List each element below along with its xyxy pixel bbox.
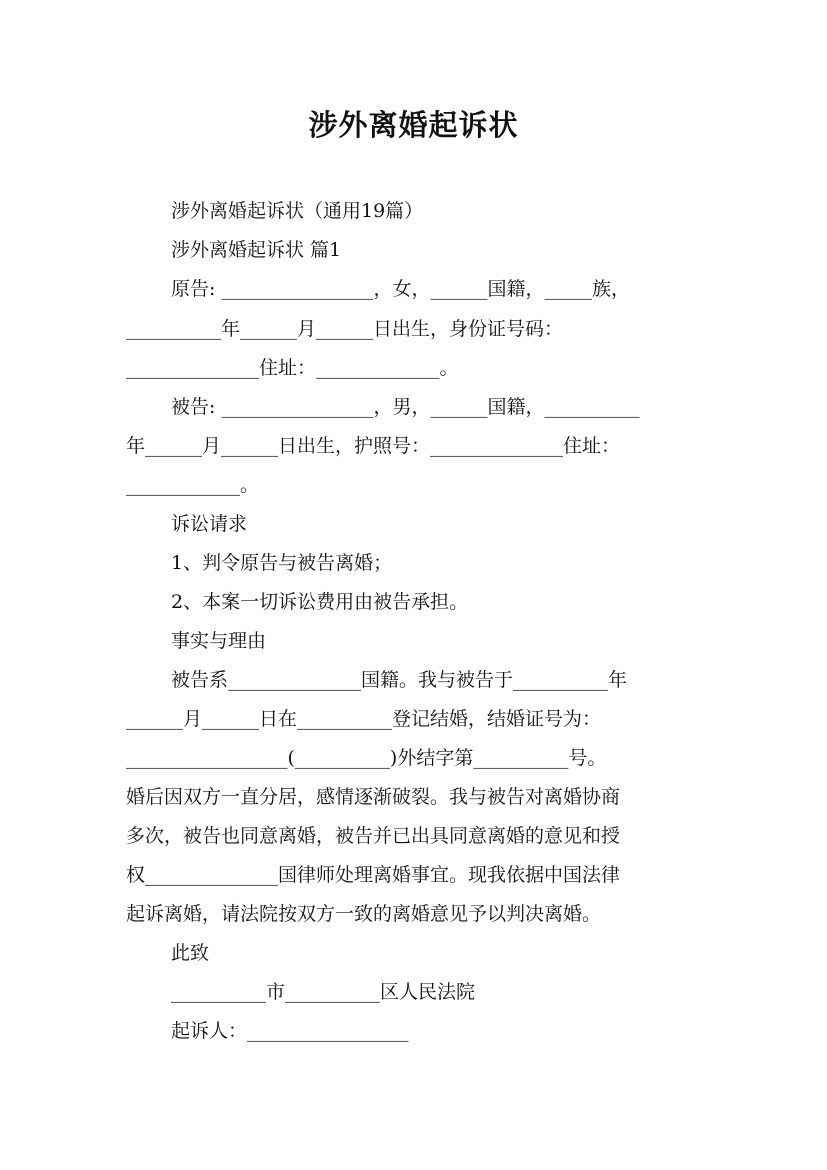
defendant-line-2: 年______月______日出生，护照号：______________住址：: [126, 435, 621, 457]
facts-line-1: 被告系______________国籍。我与被告于__________年: [171, 669, 628, 691]
defendant-line-1: 被告: ________________，男，______国籍，__________: [171, 396, 640, 418]
facts-heading: 事实与理由: [171, 630, 267, 652]
claims-heading: 诉讼请求: [171, 513, 248, 535]
signatory-line: 起诉人：_________________: [171, 1020, 409, 1042]
plaintiff-line-2: __________年______月______日出生，身份证号码：: [126, 318, 564, 340]
salutation: 此致: [171, 942, 210, 964]
claim-item-2: 2、本案一切诉讼费用由被告承担。: [171, 591, 469, 613]
facts-line-5: 多次，被告也同意离婚，被告并已出具同意离婚的意见和授: [126, 825, 621, 847]
facts-line-3: _________________(__________)外结字第__________号。: [126, 747, 607, 769]
defendant-line-3: ____________。: [126, 474, 260, 496]
facts-line-6: 权______________国律师处理离婚事宜。现我依据中国法律: [126, 864, 621, 886]
section-heading: 涉外离婚起诉状 篇1: [171, 239, 342, 261]
facts-line-7: 起诉离婚，请法院按双方一致的离婚意见予以判决离婚。: [126, 903, 602, 925]
facts-line-4: 婚后因双方一直分居，感情逐渐破裂。我与被告对离婚协商: [126, 786, 621, 808]
document-title: 涉外离婚起诉状: [308, 108, 519, 142]
subtitle-line: 涉外离婚起诉状（通用19篇）: [171, 200, 424, 222]
plaintiff-line-1: 原告: ________________，女，______国籍，_____族，: [171, 278, 630, 300]
claim-item-1: 1、判令原告与被告离婚；: [171, 552, 393, 574]
court-line: __________市__________区人民法院: [171, 981, 476, 1003]
plaintiff-line-3: ______________住址：_____________。: [126, 357, 459, 379]
facts-line-2: ______月______日在__________登记结婚，结婚证号为：: [126, 708, 602, 730]
